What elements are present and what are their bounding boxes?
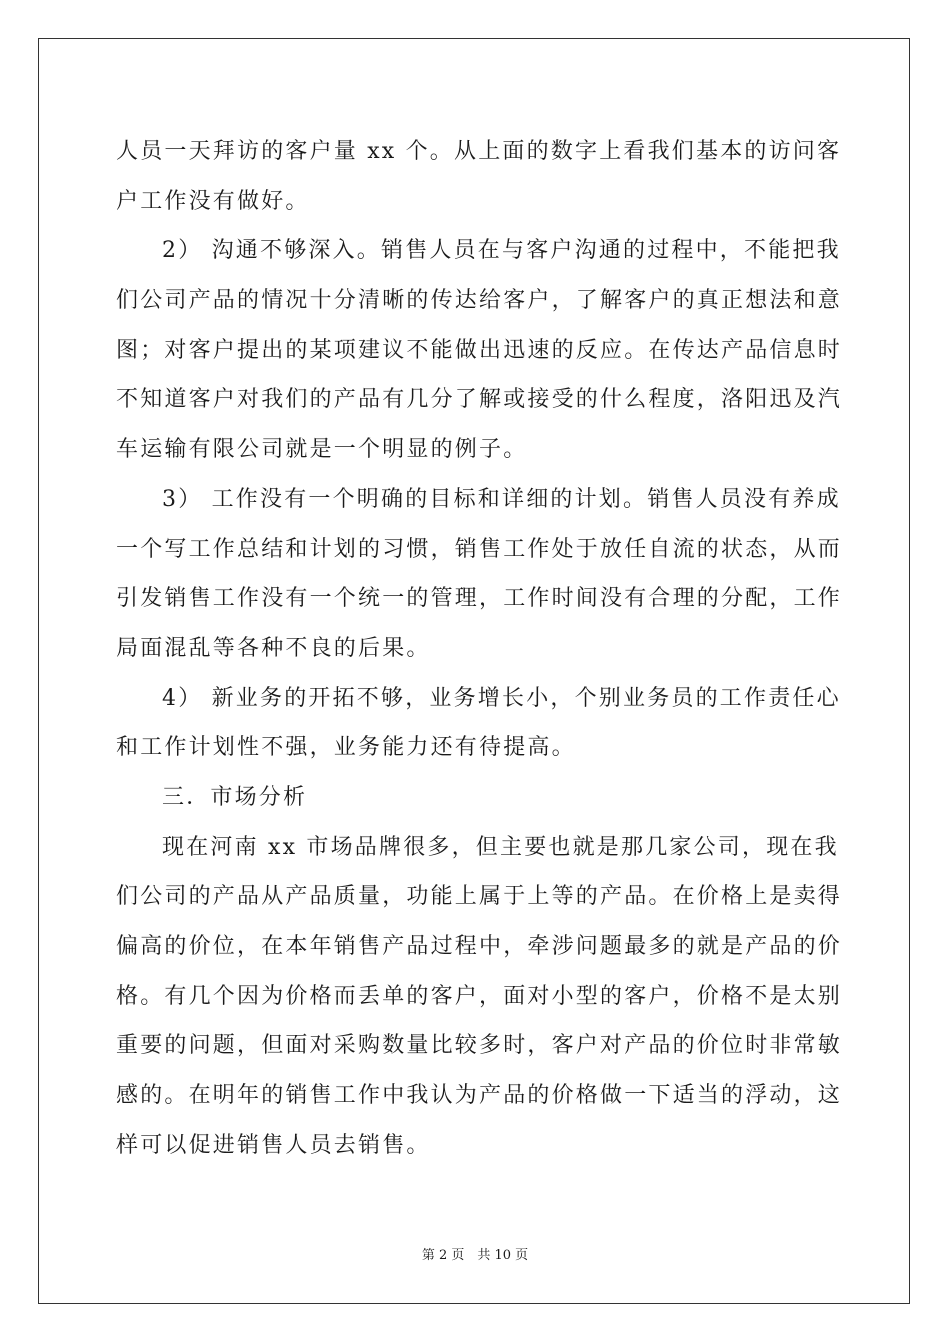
text-line: 人员一天拜访的客户量 xx 个。从上面的数字上看我们基本的访问客 (116, 139, 842, 164)
text-line: 局面混乱等各种不良的后果。 (116, 635, 431, 661)
text-line: 们公司产品的情况十分清晰的传达给客户，了解客户的真正想法和意 (116, 288, 843, 314)
page-number-footer: 第 2 页 共 10 页 (421, 1248, 529, 1263)
section-heading: 三．市场分析 (162, 784, 308, 810)
text-line: 车运输有限公司就是一个明显的例子。 (116, 437, 528, 463)
text-line: 感的。在明年的销售工作中我认为产品的价格做一下适当的浮动，这 (116, 1083, 843, 1109)
list-item-3-start: 3） 工作没有一个明确的目标和详细的计划。销售人员没有养成 (162, 486, 841, 512)
text-line: 不知道客户对我们的产品有几分了解或接受的什么程度，洛阳迅及汽 (116, 387, 843, 413)
text-line: 和工作计划性不强，业务能力还有待提高。 (116, 735, 576, 761)
text-line: 重要的问题，但面对采购数量比较多时，客户对产品的价位时非常敏 (116, 1033, 843, 1059)
text-line: 样可以促进销售人员去销售。 (116, 1132, 431, 1158)
text-line: 偏高的价位，在本年销售产品过程中，牵涉问题最多的就是产品的价 (116, 934, 843, 959)
text-line: 图；对客户提出的某项建议不能做出迅速的反应。在传达产品信息时 (116, 337, 843, 363)
text-line: 户工作没有做好。 (116, 188, 310, 214)
text-line: 引发销售工作没有一个统一的管理，工作时间没有合理的分配，工作 (116, 586, 843, 612)
text-line: 格。有几个因为价格而丢单的客户，面对小型的客户，价格不是太别 (116, 983, 843, 1009)
text-line: 们公司的产品从产品质量，功能上属于上等的产品。在价格上是卖得 (116, 884, 843, 910)
list-item-4-start: 4） 新业务的开拓不够，业务增长小，个别业务员的工作责任心 (162, 685, 841, 711)
text-line: 一个写工作总结和计划的习惯，销售工作处于放任自流的状态，从而 (116, 536, 843, 562)
list-item-2-start: 2） 沟通不够深入。销售人员在与客户沟通的过程中，不能把我 (162, 238, 841, 264)
document-body (116, 127, 843, 1170)
paragraph-start: 现在河南 xx 市场品牌很多，但主要也就是那几家公司，现在我 (162, 834, 839, 860)
